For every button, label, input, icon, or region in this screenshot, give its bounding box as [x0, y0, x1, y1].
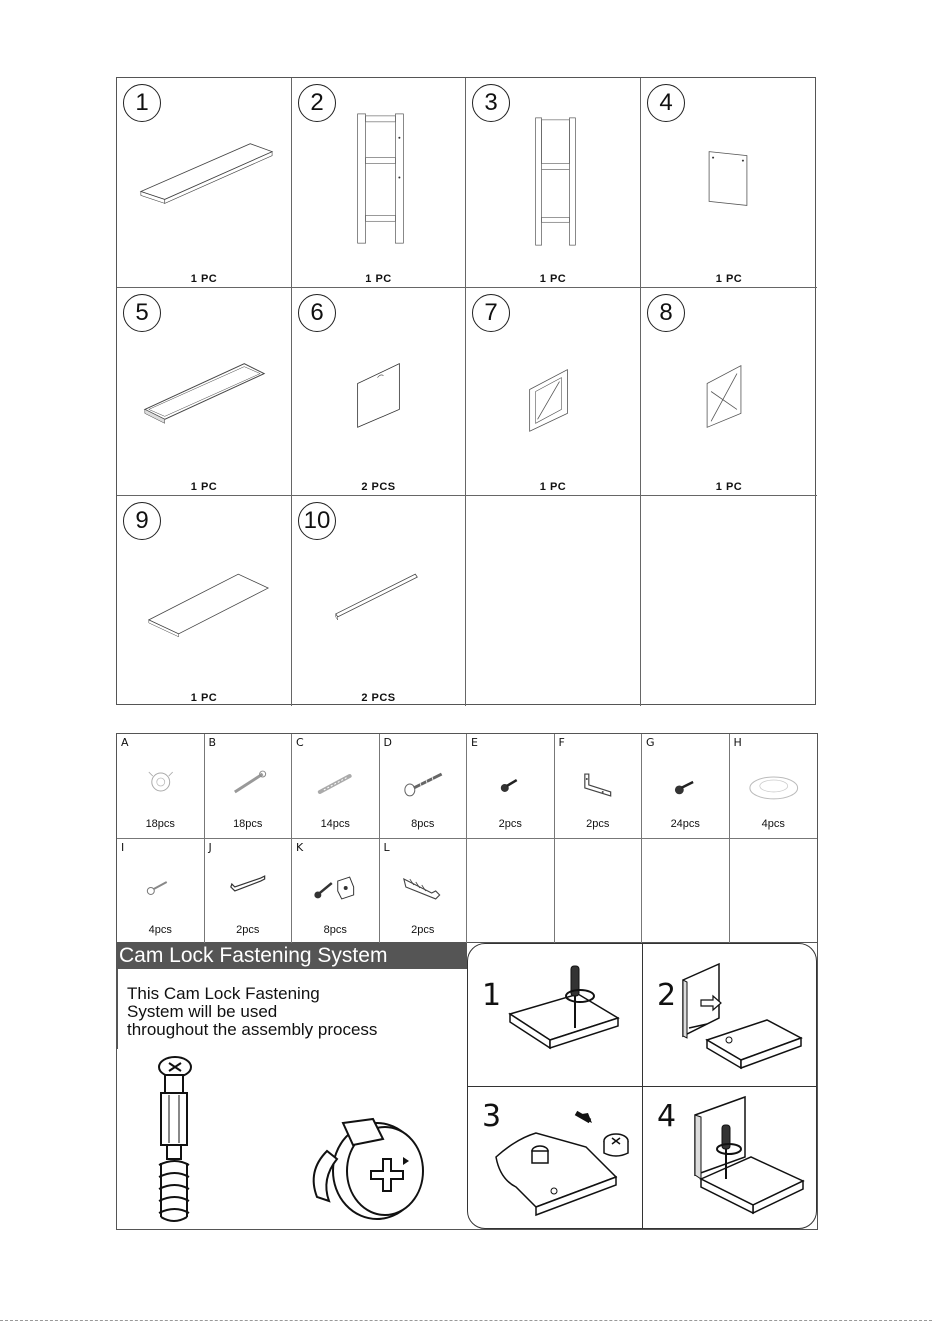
panel-number: 10: [298, 502, 336, 540]
empty-cell: [466, 496, 641, 706]
panel-cell: [117, 496, 292, 706]
panel-cell: [466, 288, 641, 496]
panel-quantity: 1 PC: [539, 481, 567, 493]
panel-number: 4: [647, 84, 685, 122]
panel-number: 1: [123, 84, 161, 122]
panel-quantity: 1 PC: [190, 273, 218, 285]
hardware-quantity: 4pcs: [148, 924, 172, 936]
hardware-cell: [117, 734, 205, 839]
panel-quantity: 1 PC: [715, 273, 743, 285]
cam-lock-icon: [117, 752, 204, 812]
panel-number: 9: [123, 502, 161, 540]
hardware-letter: J: [208, 841, 212, 854]
step-3-drawing: [468, 1087, 643, 1229]
hardware-letter: F: [558, 736, 565, 749]
panel-cell: [117, 78, 292, 288]
hardware-grid: [116, 733, 818, 943]
panel-quantity: 1 PC: [715, 481, 743, 493]
hardware-quantity: 8pcs: [323, 924, 347, 936]
step-1-drawing: [468, 944, 643, 1087]
screw-and-plate-icon: [292, 857, 379, 917]
hardware-letter: D: [383, 736, 392, 749]
hardware-quantity: 18pcs: [233, 818, 263, 830]
hardware-cell: [292, 839, 380, 944]
panel-x-frame-drawing: [466, 288, 640, 495]
step-4-panel: [643, 1087, 817, 1229]
hardware-cell: [292, 734, 380, 839]
l-bracket-icon: [555, 752, 642, 812]
panel-number: 7: [472, 294, 510, 332]
hardware-letter: E: [471, 736, 478, 749]
panel-top-board-drawing: [117, 288, 291, 495]
short-screw-icon: [467, 752, 554, 812]
step-3-panel: [468, 1087, 643, 1229]
hardware-cell: [467, 734, 555, 839]
step-number: 2: [657, 978, 677, 1013]
cam-lock-section: [116, 943, 818, 1230]
panel-x-frame-drawing: [641, 288, 817, 495]
panel-number: 6: [298, 294, 336, 332]
hardware-cell: [555, 734, 643, 839]
hardware-letter: H: [733, 736, 742, 749]
step-number: 4: [657, 1099, 677, 1134]
hardware-quantity: 24pcs: [670, 818, 700, 830]
panel-number: 8: [647, 294, 685, 332]
hardware-cell: [380, 839, 468, 944]
panel-strip-drawing: [292, 496, 465, 706]
cam-lock-steps: [467, 943, 817, 1229]
hardware-quantity: 18pcs: [145, 818, 175, 830]
panels-grid: [116, 77, 816, 705]
step-1-panel: [468, 944, 643, 1087]
panel-back-board-drawing: [641, 78, 817, 287]
panel-cell: [641, 78, 817, 288]
panel-quantity: 1 PC: [365, 273, 392, 285]
panel-quantity: 1 PC: [190, 481, 218, 493]
panel-number: 3: [472, 84, 510, 122]
panel-door-drawing: [292, 288, 465, 495]
hardware-cell: [730, 734, 818, 839]
page-footer-rule: [0, 1320, 932, 1321]
wood-screw-icon: [380, 752, 467, 812]
hardware-letter: C: [296, 736, 304, 749]
empty-cell: [555, 839, 643, 944]
panel-cell: [292, 288, 466, 496]
hardware-cell: [117, 839, 205, 944]
hardware-quantity: 8pcs: [411, 818, 435, 830]
hardware-quantity: 14pcs: [320, 818, 350, 830]
panel-cell: [117, 288, 292, 496]
description-line: throughout the assembly process: [127, 1020, 378, 1039]
handle-icon: [205, 857, 292, 917]
empty-cell: [730, 839, 818, 944]
step-number: 3: [482, 1099, 502, 1134]
hardware-letter: L: [383, 841, 390, 854]
hardware-letter: I: [121, 841, 125, 854]
cam-bolt-icon: [205, 752, 292, 812]
panel-quantity: 2 PCS: [361, 481, 396, 493]
hardware-quantity: 2pcs: [586, 818, 610, 830]
hardware-cell: [205, 734, 293, 839]
cam-lock-parts-illustration: [137, 1053, 457, 1228]
panel-quantity: 2 PCS: [361, 692, 396, 704]
hardware-letter: A: [121, 736, 129, 749]
cam-lock-description: [127, 985, 457, 1039]
step-2-panel: [643, 944, 817, 1087]
hardware-cell: [380, 734, 468, 839]
panel-cell: [466, 78, 641, 288]
description-line: System will be used: [127, 1002, 278, 1021]
hardware-quantity: 2pcs: [411, 924, 435, 936]
wood-dowel-icon: [292, 752, 379, 812]
hardware-quantity: 2pcs: [236, 924, 260, 936]
cam-drawing: [314, 1119, 423, 1219]
step-4-drawing: [643, 1087, 817, 1229]
step-number: 1: [482, 978, 502, 1013]
hardware-quantity: 4pcs: [761, 818, 785, 830]
empty-cell: [467, 839, 555, 944]
description-line: This Cam Lock Fastening: [127, 984, 320, 1003]
screw-icon: [117, 857, 204, 917]
panel-side-frame-drawing: [466, 78, 640, 287]
wall-anchor-icon: [380, 857, 467, 917]
panel-number: 5: [123, 294, 161, 332]
short-screw-icon: [642, 752, 729, 812]
panel-cell: [641, 288, 817, 496]
panel-bottom-board-drawing: [117, 496, 291, 706]
step-2-drawing: [643, 944, 817, 1087]
panel-number: 2: [298, 84, 336, 122]
hardware-letter: G: [646, 736, 655, 749]
hardware-cell: [205, 839, 293, 944]
hardware-quantity: 2pcs: [498, 818, 522, 830]
panel-quantity: 1 PC: [190, 692, 218, 704]
hardware-cell: [642, 734, 730, 839]
hardware-letter: B: [208, 736, 217, 749]
cover-cap-icon: [730, 752, 818, 812]
empty-cell: [641, 496, 817, 706]
empty-cell: [642, 839, 730, 944]
cam-bolt-drawing: [159, 1057, 191, 1221]
panel-board-drawing: [117, 78, 291, 287]
panel-frame-drawing: [292, 78, 465, 287]
panel-cell: [292, 78, 466, 288]
hardware-letter: K: [296, 841, 304, 854]
cam-lock-title: Cam Lock Fastening System: [117, 943, 467, 969]
panel-quantity: 1 PC: [539, 273, 567, 285]
divider: [117, 969, 118, 1049]
panel-cell: [292, 496, 466, 706]
